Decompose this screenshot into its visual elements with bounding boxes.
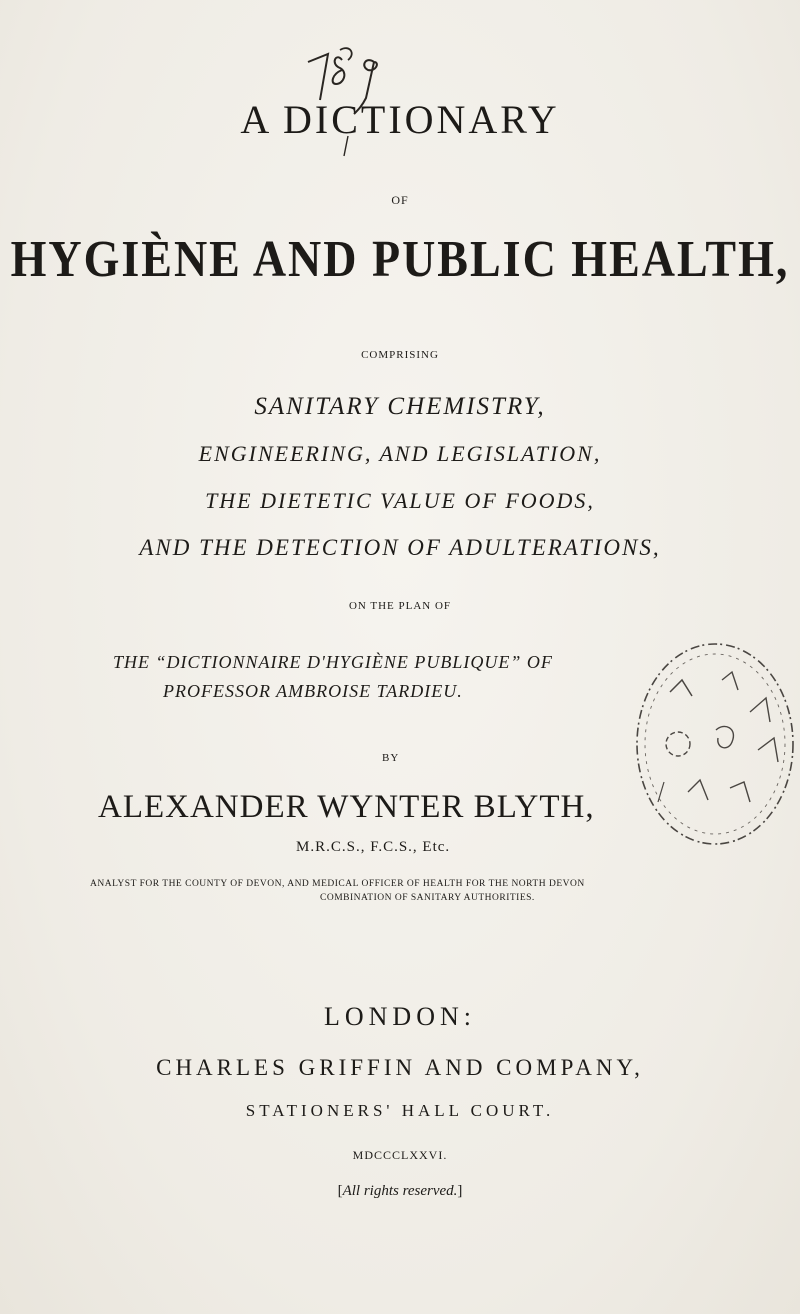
based-on-line-2: PROFESSOR AMBROISE TARDIEU. (163, 681, 463, 701)
subject-line: SANITARY CHEMISTRY, (254, 393, 546, 420)
author-positions-line-2: COMBINATION OF SANITARY AUTHORITIES. (320, 893, 535, 903)
rights-notice: [All rights reserved.] (337, 1183, 463, 1199)
rights-notice-text: All rights reserved. (342, 1183, 458, 1199)
subject-line: AND THE DETECTION OF ADULTERATIONS, (139, 535, 661, 560)
based-on-line-1: THE “DICTIONNAIRE D'HYGIÈNE PUBLIQUE” OF (113, 652, 553, 672)
imprint-place: LONDON: (324, 1002, 476, 1031)
main-title: HYGIÈNE AND PUBLIC HEALTH, (10, 229, 790, 288)
title-line-1: A DICTIONARY (240, 97, 560, 142)
plan-label: ON THE PLAN OF (348, 600, 452, 612)
publisher-name: CHARLES GRIFFIN AND COMPANY, (156, 1055, 644, 1080)
by-label: BY (382, 752, 400, 764)
subject-line: ENGINEERING, AND LEGISLATION, (198, 441, 602, 466)
author-name: ALEXANDER WYNTER BLYTH, (98, 789, 595, 825)
publication-year: MDCCCLXXVI. (352, 1148, 448, 1162)
subject-line: THE DIETETIC VALUE OF FOODS, (205, 488, 595, 513)
comprising-label: COMPRISING (361, 349, 439, 361)
author-positions-line-1: ANALYST FOR THE COUNTY OF DEVON, AND MEDICAL OFFICER OF HEALTH FOR THE NORTH DEVON (90, 879, 585, 889)
author-qualifications: M.R.C.S., F.C.S., Etc. (296, 839, 451, 855)
library-stamp (630, 632, 800, 857)
title-connector: OF (391, 193, 409, 207)
publisher-address: STATIONERS' HALL COURT. (245, 1101, 555, 1120)
